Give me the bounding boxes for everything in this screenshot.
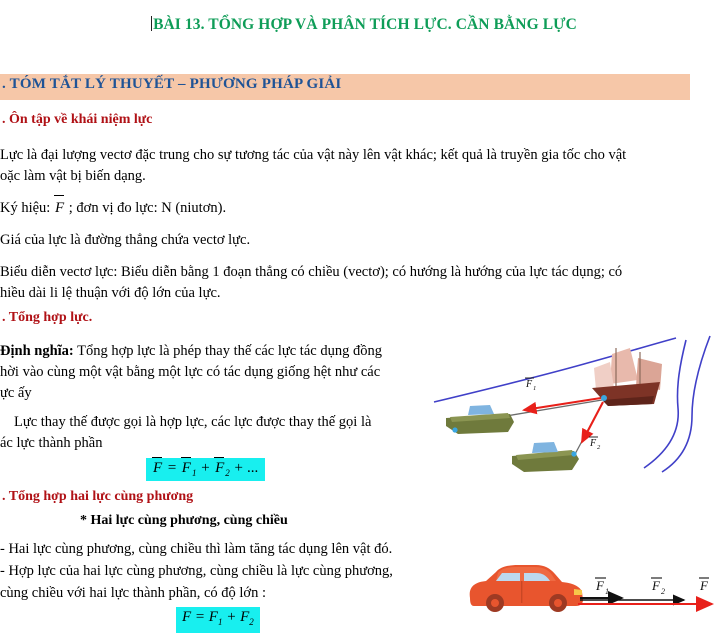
paragraph-bold-lead: Định nghĩa:: [0, 343, 74, 359]
svg-text:F: F: [596, 578, 604, 593]
paragraph-luc-ay: [0, 383, 430, 404]
formula-term-1-sub: 1: [191, 468, 197, 478]
svg-text:2: 2: [597, 444, 601, 451]
heading-on-tap-ve-khai-niem-luc: . Ôn tập về khái niệm lực: [2, 112, 153, 127]
sailing-ship: [592, 348, 662, 406]
paragraph-gia-cua-luc: [0, 230, 690, 251]
figure-label-f2: [589, 437, 601, 451]
formula2-equals: =: [194, 609, 206, 625]
tugboat-lower-cabin: [532, 442, 558, 453]
paragraph-cac-luc-thanh-phan: [0, 433, 430, 454]
svg-text:F: F: [700, 578, 708, 593]
paragraph-cung-chieu-voi-hai-luc: [0, 583, 460, 604]
paragraph-line: Lực là đại lượng vectơ đặc trung cho sự tương tác của vật này lên vật khác; kết quả là truyền gia tốc cho vật: [0, 147, 627, 163]
paragraph-line: Biểu diễn vectơ lực: Biểu diễn bằng 1 đoạn thẳng có chiều (vectơ); có hướng là hướng của lực tác dụng; có: [0, 264, 623, 280]
paragraph-line: Tổng hợp lực là phép thay thế các lực tác dụng đồng: [73, 343, 382, 359]
car-illustration: [470, 565, 583, 612]
text-caret: [151, 16, 152, 31]
paragraph-hop-luc-cua-hai-luc: [0, 561, 460, 582]
paragraph-luc-la-dai-luong: [0, 145, 690, 166]
formula-term-2-sub: 2: [225, 468, 230, 478]
tugboat-left-cleat: [452, 427, 457, 432]
formula-vector-resultant: [146, 458, 265, 481]
tugboat-lower: [512, 442, 579, 472]
svg-text:F: F: [526, 379, 533, 390]
formula-equals: =: [166, 460, 178, 476]
paragraph-label: Ký hiệu:: [0, 200, 51, 216]
paragraph-line: hời vào cùng một vật bằng một lực có tác dụng giống hệt như các: [0, 364, 381, 380]
svg-text:F: F: [652, 578, 660, 593]
force-vector-f1-arrow: [524, 398, 601, 410]
car-label-f2: [651, 578, 665, 596]
heading-tong-hop-luc: . Tổng hợp lực.: [2, 310, 93, 325]
car-label-f1: [595, 578, 609, 596]
tugboat-lower-cleat: [571, 451, 576, 456]
paragraph-line: ; đơn vị đo lực: N (niutơn).: [68, 200, 227, 216]
car-door-line: [521, 581, 522, 603]
figure-label-f1: [525, 378, 536, 392]
ship-tow-point: [601, 395, 607, 401]
river-bank-lower: [662, 336, 710, 472]
paragraph-line: Giá của lực là đường thẳng chứa vectơ lực.: [0, 232, 251, 248]
formula2-term-1: F: [208, 609, 218, 625]
paragraph-line: - Hai lực cùng phương, cùng chiều thì làm tăng tác dụng lên vật đó.: [0, 541, 393, 557]
paragraph-line: - Hợp lực của hai lực cùng phương, cùng chiều là lực cùng phương,: [0, 563, 393, 579]
formula2-lhs: F: [182, 609, 192, 625]
force-vector-f2-arrow: [582, 402, 603, 442]
formula2-term-1-sub: 1: [217, 617, 223, 627]
formula-term-2: F: [215, 460, 225, 476]
paragraph-line: hiều dài li lệ thuận với độ lớn của lực.: [0, 285, 221, 301]
formula2-term-2-sub: 2: [249, 617, 254, 627]
car-wheel-rear-hub: [491, 599, 499, 607]
heading-tong-hop-hai-luc-cung-phuong: . Tổng hợp hai lực cùng phương: [2, 489, 194, 504]
tugboat-left: [446, 405, 514, 434]
section-banner-label: . TÓM TẮT LÝ THUYẾT – PHƯƠNG PHÁP GIẢI: [2, 76, 342, 92]
paragraph-chieu-dai-ti-le: [0, 283, 690, 304]
formula-scalar-resultant: [176, 607, 260, 633]
paragraph-line: ác lực thành phần: [0, 435, 103, 451]
paragraph-hai-luc-cung-chieu: [0, 539, 460, 560]
paragraph-line: Lực thay thế được gọi là hợp lực, các lực được thay thế gọi là: [14, 414, 372, 430]
figure-car-force-vectors: [462, 556, 728, 628]
svg-text:1: 1: [533, 385, 537, 392]
paragraph-line: cùng chiều với hai lực thành phần, có độ lớn :: [0, 585, 267, 601]
tugboat-left-cabin: [468, 405, 494, 415]
paragraph-line: oặc làm vật bị biến dạng.: [0, 168, 146, 184]
page-title-text: BÀI 13. TỔNG HỢP VÀ PHÂN TÍCH LỰC. CẦN BẰNG LỰC: [153, 16, 577, 33]
car-headlight: [574, 589, 582, 595]
formula-tail: + ...: [233, 460, 259, 476]
svg-text:1: 1: [605, 587, 609, 596]
paragraph-line: ực ấy: [0, 385, 32, 401]
paragraph-luc-thay-the: [0, 412, 430, 433]
ship-sail-main: [610, 348, 638, 384]
formula-term-1: F: [181, 460, 191, 476]
svg-text:2: 2: [661, 587, 665, 596]
vector-f-symbol: F: [54, 198, 65, 219]
formula-lhs: F: [153, 460, 163, 476]
paragraph-ky-hieu: [0, 198, 690, 219]
car-label-f-resultant: [699, 578, 709, 593]
page-title: [0, 16, 728, 34]
ship-sail-jib: [594, 362, 614, 390]
svg-text:F: F: [590, 438, 597, 449]
car-wheel-front-hub: [554, 599, 562, 607]
subheading-hai-luc-cung-phuong-cung-chieu: * Hai lực cùng phương, cùng chiều: [80, 513, 288, 528]
formula2-term-2: F: [240, 609, 250, 625]
formula-plus-1: +: [200, 460, 211, 476]
figure-tugboats-pulling-ship: [424, 334, 728, 474]
paragraph-dinh-nghia: [0, 341, 430, 362]
formula2-plus-1: +: [226, 609, 237, 625]
paragraph-hoac-lam-vat: [0, 166, 690, 187]
paragraph-bieu-dien-vecto: [0, 262, 690, 283]
paragraph-thoi-vao-cung: [0, 362, 430, 383]
